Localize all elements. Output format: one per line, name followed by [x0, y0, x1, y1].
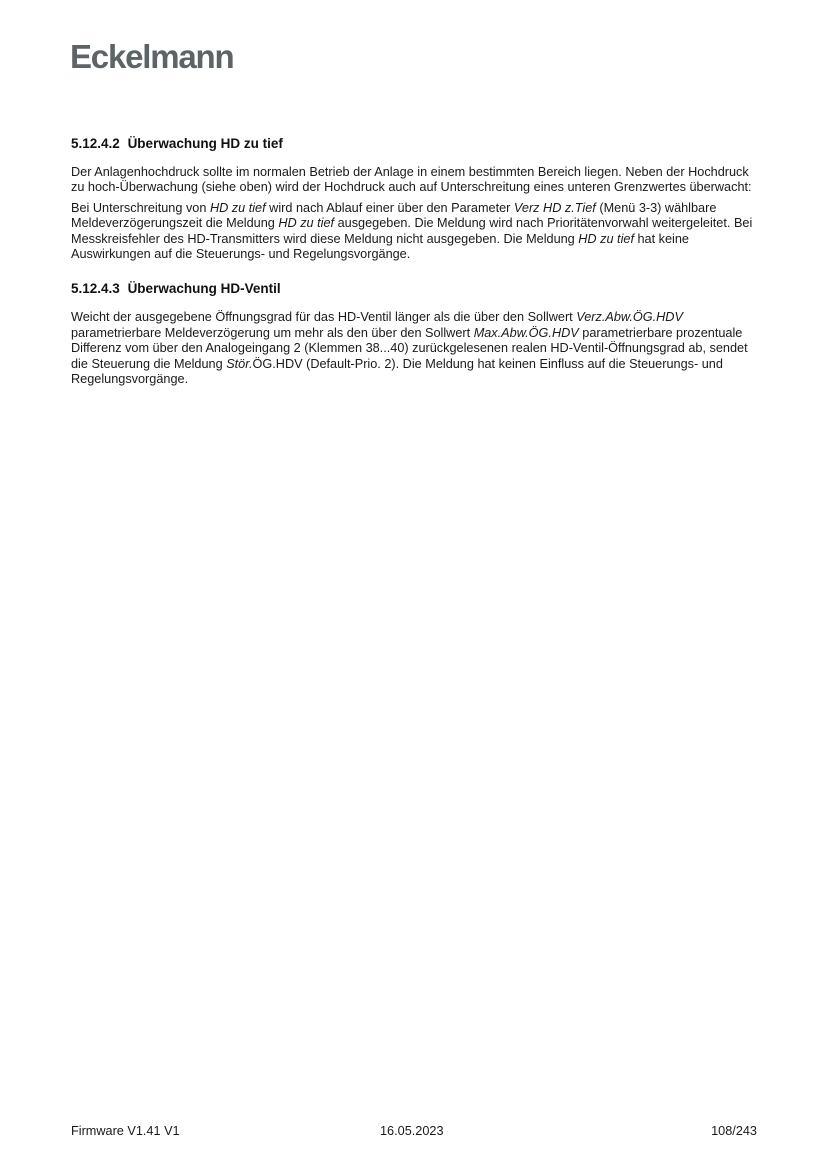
- text-run: ausgegeben. Die Meldung wird nach Prioritätenvorwahl weitergeleitet. Bei Messkreisfehler des HD-Transmitters wird diese Meldung nicht ausgegeben. Die Meldung: [71, 216, 753, 246]
- section-heading: [71, 281, 757, 297]
- section-5-12-4-2: [71, 136, 757, 262]
- italic-term: Verz HD z.Tief: [513, 200, 596, 215]
- paragraph: [71, 310, 757, 387]
- section-heading: [71, 136, 757, 152]
- section-title: Überwachung HD zu tief: [127, 136, 283, 151]
- paragraph: [71, 165, 757, 196]
- text-run: Bei Unterschreitung von: [71, 200, 210, 215]
- text-run: ÖG.HDV (Default-Prio. 2). Die Meldung hat keinen Einfluss auf die Steuerungs- und Regelungsvorgänge.: [71, 356, 723, 387]
- text-run: Weicht der ausgegebene Öffnungsgrad für das HD-Ventil länger als die über den Sollwert: [71, 310, 577, 325]
- eckelmann-logo: Eckelmann: [70, 38, 234, 75]
- document-date: 16.05.2023: [380, 1124, 444, 1138]
- paragraph: [71, 201, 757, 263]
- text-run: parametrierbare Meldeverzögerung um mehr als den über den Sollwert: [71, 325, 474, 340]
- document-body: [71, 136, 757, 392]
- italic-term: HD zu tief: [209, 200, 266, 215]
- section-title: Überwachung HD-Ventil: [127, 281, 281, 297]
- italic-term: Verz.Abw.ÖG.HDV: [576, 310, 683, 325]
- firmware-version: Firmware V1.41 V1: [71, 1124, 180, 1138]
- page-number: 108/243: [711, 1124, 757, 1138]
- italic-term: Max.Abw.ÖG.HDV: [473, 325, 579, 340]
- text-run: Der Anlagenhochdruck sollte im normalen Betrieb der Anlage in einem bestimmten Bereich liegen. Neben der Hochdruck zu hoch-Überwachung (siehe oben) wird der Hochdruck auch auf Unterschreitung eines unteren Grenzwertes überwacht:: [71, 165, 752, 195]
- text-run: (Menü 3-3) wählbare Meldeverzögerungszeit die Meldung: [71, 200, 717, 231]
- section-number: 5.12.4.2: [71, 136, 120, 151]
- italic-term: Stör.: [226, 356, 253, 371]
- text-run: hat keine Auswirkungen auf die Steuerungs- und Regelungsvorgänge.: [71, 231, 689, 262]
- section-number: 5.12.4.3: [71, 281, 120, 297]
- italic-term: HD zu tief: [278, 216, 335, 231]
- text-run: parametrierbare prozentuale Differenz vom über den Analogeingang 2 (Klemmen 38...40) zurückgelesenen realen HD-Ventil-Öffnungsgrad ab, sendet die Steuerung die Meldung: [71, 325, 748, 371]
- section-5-12-4-3: [71, 281, 757, 387]
- text-run: wird nach Ablauf einer über den Parameter: [265, 200, 514, 215]
- italic-term: HD zu tief: [578, 231, 634, 246]
